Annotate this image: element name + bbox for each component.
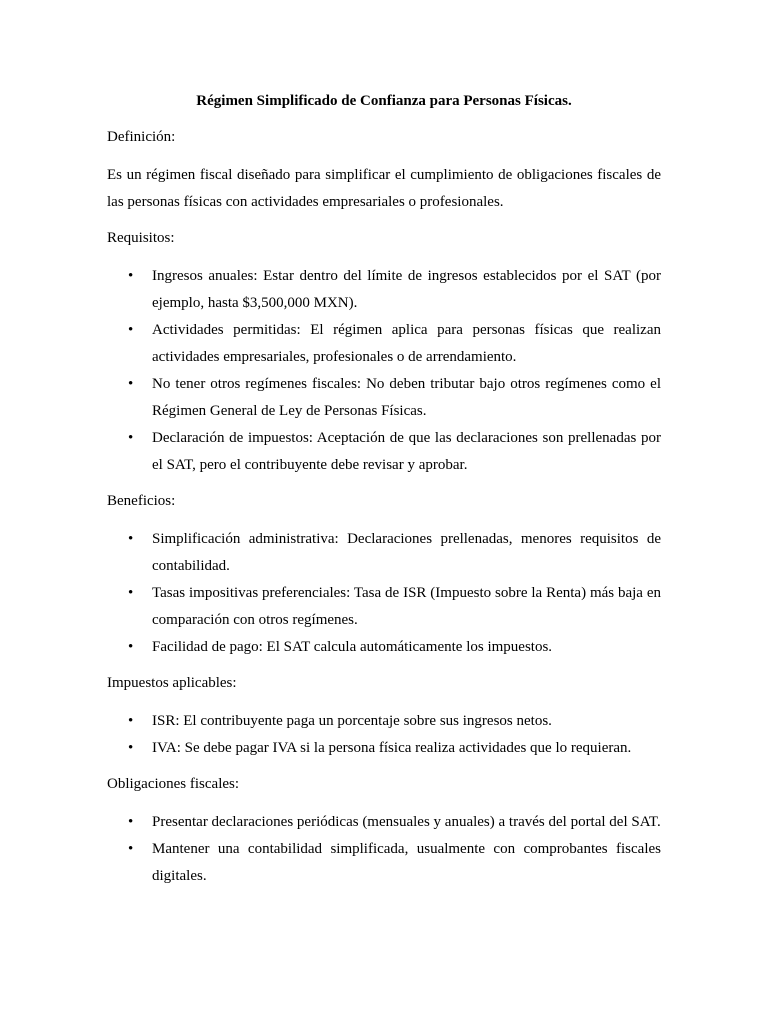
bullet-icon: • [128, 814, 134, 830]
section-heading-beneficios: Beneficios: [107, 493, 176, 509]
list-item-text: Tasas impositivas preferenciales: Tasa de ISR (Impuesto sobre la Renta) más baja en comparación con otros regímenes. [152, 585, 661, 628]
document-title: Régimen Simplificado de Confianza para Personas Físicas. [196, 93, 572, 109]
list-item-text: Declaración de impuestos: Aceptación de que las declaraciones son prellenadas por el SAT, pero el contribuyente debe revisar y aprobar. [152, 430, 661, 473]
list-item [107, 836, 661, 890]
list-item [107, 371, 661, 425]
list-item [107, 526, 661, 580]
bullet-icon: • [128, 322, 134, 338]
bullet-icon: • [128, 639, 134, 655]
impuestos-list [107, 708, 661, 762]
list-item [107, 317, 661, 371]
bullet-icon: • [128, 841, 134, 857]
list-item-text: IVA: Se debe pagar IVA si la persona física realiza actividades que lo requieran. [152, 740, 632, 756]
list-item-text: No tener otros regímenes fiscales: No deben tributar bajo otros regímenes como el Régimen General de Ley de Personas Físicas. [152, 376, 661, 419]
section-heading-obligaciones: Obligaciones fiscales: [107, 776, 240, 792]
list-item-text: Facilidad de pago: El SAT calcula automáticamente los impuestos. [152, 639, 553, 655]
list-item-text: Mantener una contabilidad simplificada, usualmente con comprobantes fiscales digitales. [152, 841, 661, 884]
obligaciones-list [107, 809, 661, 890]
bullet-icon: • [128, 531, 134, 547]
list-item [107, 425, 661, 479]
list-item [107, 634, 661, 661]
list-item-text: ISR: El contribuyente paga un porcentaje sobre sus ingresos netos. [152, 713, 552, 729]
bullet-icon: • [128, 268, 134, 284]
list-item-text: Actividades permitidas: El régimen aplica para personas físicas que realizan actividades empresariales, profesionales o de arrendamiento. [152, 322, 661, 365]
beneficios-list [107, 526, 661, 661]
bullet-icon: • [128, 376, 134, 392]
list-item [107, 708, 661, 735]
list-item [107, 809, 661, 836]
list-item [107, 580, 661, 634]
section-heading-requisitos: Requisitos: [107, 230, 175, 246]
bullet-icon: • [128, 713, 134, 729]
list-item-text: Ingresos anuales: Estar dentro del límite de ingresos establecidos por el SAT (por ejemplo, hasta $3,500,000 MXN). [152, 268, 661, 311]
definition-paragraph: Es un régimen fiscal diseñado para simplificar el cumplimiento de obligaciones fiscales de las personas físicas con actividades empresariales o profesionales. [107, 167, 661, 210]
section-heading-definicion: Definición: [107, 129, 176, 145]
bullet-icon: • [128, 740, 134, 756]
list-item-text: Presentar declaraciones periódicas (mensuales y anuales) a través del portal del SAT. [152, 814, 661, 830]
requisitos-list [107, 263, 661, 479]
document-body [107, 90, 661, 890]
section-heading-impuestos: Impuestos aplicables: [107, 675, 237, 691]
bullet-icon: • [128, 430, 134, 446]
list-item [107, 735, 661, 762]
bullet-icon: • [128, 585, 134, 601]
list-item-text: Simplificación administrativa: Declaraciones prellenadas, menores requisitos de contabilidad. [152, 531, 661, 574]
list-item [107, 263, 661, 317]
